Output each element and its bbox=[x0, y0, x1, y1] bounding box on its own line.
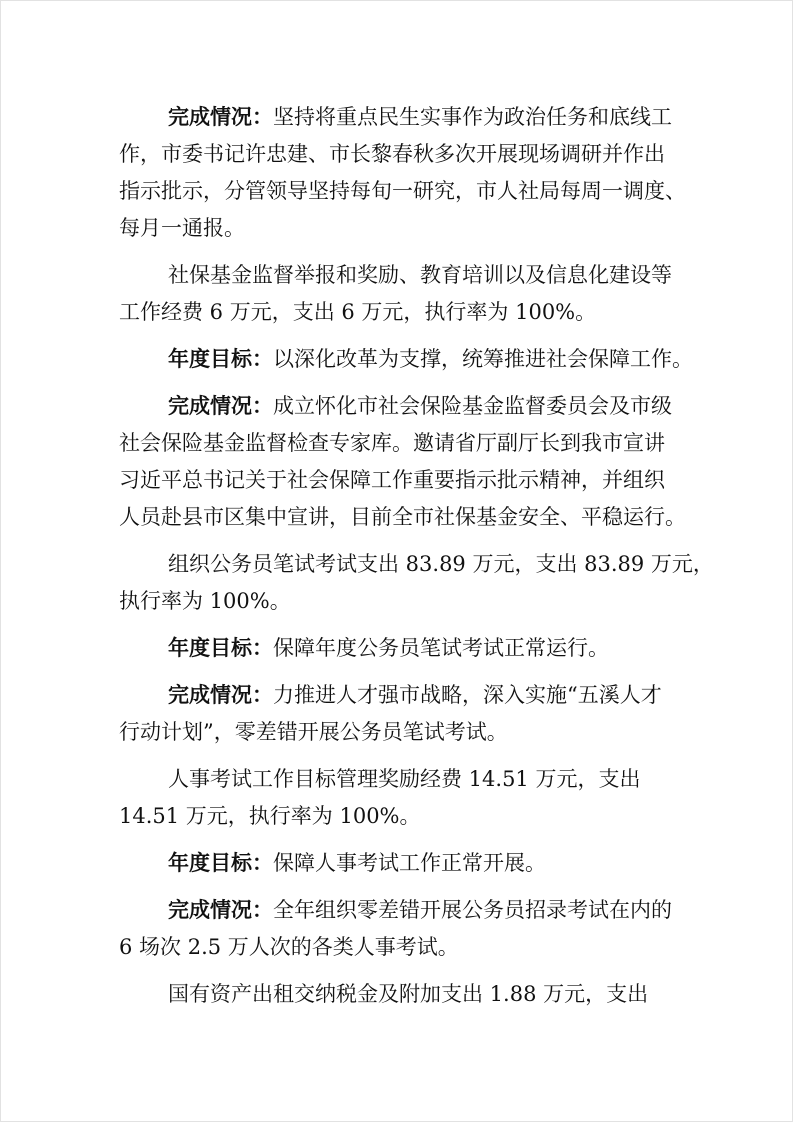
line-text: 人事考试工作目标管理奖励经费 14.51 万元，支出 bbox=[168, 767, 641, 791]
paragraph-label: 完成情况： bbox=[168, 898, 273, 922]
paragraph-line bbox=[119, 845, 679, 882]
paragraph-line bbox=[119, 976, 679, 1013]
line-text: 成立怀化市社会保险基金监督委员会及市级 bbox=[273, 394, 672, 418]
paragraph-line bbox=[119, 136, 679, 173]
paragraph-line bbox=[119, 294, 679, 331]
line-text: 工作经费 6 万元，支出 6 万元，执行率为 100%。 bbox=[119, 300, 597, 324]
paragraph-line bbox=[119, 257, 679, 294]
paragraph-line bbox=[119, 462, 679, 499]
paragraph-line bbox=[119, 425, 679, 462]
paragraph-label: 完成情况： bbox=[168, 394, 273, 418]
paragraph-line bbox=[119, 546, 714, 583]
paragraph-line bbox=[119, 583, 679, 620]
paragraph-line bbox=[119, 210, 679, 247]
line-text: 作，市委书记许忠建、市长黎春秋多次开展现场调研并作出 bbox=[119, 142, 665, 166]
line-text: 以深化改革为支撑，统筹推进社会保障工作。 bbox=[273, 347, 693, 371]
paragraph bbox=[119, 677, 679, 751]
line-text: 14.51 万元，执行率为 100%。 bbox=[119, 804, 421, 828]
line-text: 6 场次 2.5 万人次的各类人事考试。 bbox=[119, 935, 459, 959]
paragraph-line bbox=[119, 630, 679, 667]
paragraph-label: 完成情况： bbox=[168, 105, 273, 129]
paragraph-line bbox=[119, 929, 679, 966]
paragraph bbox=[119, 892, 679, 966]
paragraph-line bbox=[119, 341, 693, 378]
paragraph bbox=[119, 257, 679, 331]
line-text: 力推进人才强市战略，深入实施“五溪人才 bbox=[273, 683, 662, 707]
line-text: 执行率为 100%。 bbox=[119, 589, 291, 613]
line-text: 人员赴县市区集中宣讲，目前全市社保基金安全、平稳运行。 bbox=[119, 505, 686, 529]
line-text: 组织公务员笔试考试支出 83.89 万元，支出 83.89 万元， bbox=[168, 552, 714, 576]
paragraph bbox=[119, 761, 679, 835]
document-body bbox=[119, 99, 714, 1023]
line-text: 社保基金监督举报和奖励、教育培训以及信息化建设等 bbox=[168, 263, 672, 287]
paragraph bbox=[119, 976, 679, 1013]
paragraph bbox=[119, 99, 686, 247]
paragraph-line bbox=[119, 892, 679, 929]
paragraph bbox=[119, 845, 679, 882]
paragraph-line bbox=[119, 99, 679, 136]
paragraph-line bbox=[119, 798, 679, 835]
paragraph-line bbox=[119, 388, 679, 425]
paragraph-line bbox=[119, 714, 679, 751]
paragraph-line bbox=[119, 677, 679, 714]
line-text: 指示批示，分管领导坚持每旬一研究，市人社局每周一调度、 bbox=[119, 179, 686, 203]
line-text: 行动计划”，零差错开展公务员笔试考试。 bbox=[119, 720, 508, 744]
paragraph-line bbox=[119, 173, 686, 210]
line-text: 全年组织零差错开展公务员招录考试在内的 bbox=[273, 898, 672, 922]
paragraph-label: 年度目标： bbox=[168, 851, 273, 875]
paragraph-line bbox=[119, 761, 679, 798]
paragraph-label: 年度目标： bbox=[168, 347, 273, 371]
paragraph bbox=[119, 546, 714, 620]
paragraph bbox=[119, 341, 693, 378]
paragraph bbox=[119, 630, 679, 667]
line-text: 保障年度公务员笔试考试正常运行。 bbox=[273, 636, 609, 660]
line-text: 坚持将重点民生实事作为政治任务和底线工 bbox=[273, 105, 672, 129]
line-text: 社会保险基金监督检查专家库。邀请省厅副厅长到我市宣讲 bbox=[119, 431, 665, 455]
paragraph-line bbox=[119, 499, 686, 536]
paragraph-label: 完成情况： bbox=[168, 683, 273, 707]
line-text: 每月一通报。 bbox=[119, 216, 245, 240]
line-text: 保障人事考试工作正常开展。 bbox=[273, 851, 546, 875]
paragraph bbox=[119, 388, 686, 536]
paragraph-label: 年度目标： bbox=[168, 636, 273, 660]
line-text: 国有资产出租交纳税金及附加支出 1.88 万元，支出 bbox=[168, 982, 649, 1006]
line-text: 习近平总书记关于社会保障工作重要指示批示精神，并组织 bbox=[119, 468, 665, 492]
